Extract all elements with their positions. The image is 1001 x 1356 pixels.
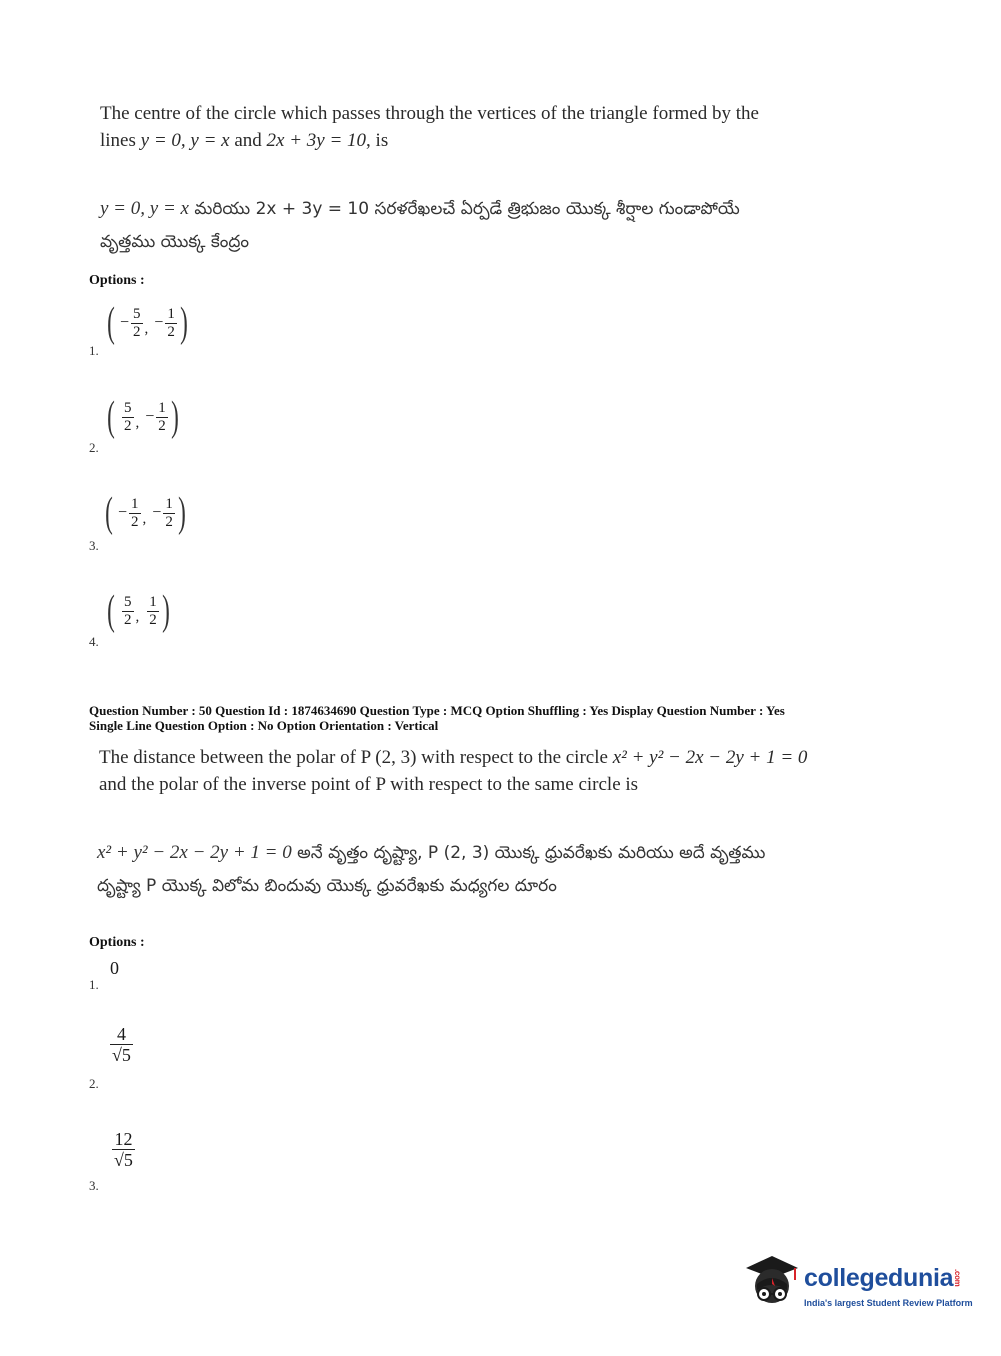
q50-question-english bbox=[99, 744, 919, 798]
q49-telugu-line2: వృత్తము యొక్క కేంద్రం bbox=[100, 232, 249, 252]
q50-meta-line1: Question Number : 50 Question Id : 1874634690 Question Type : MCQ Option Shuffling : Yes Display Question Number : Yes bbox=[89, 703, 785, 718]
q49-option-4-number: 4. bbox=[89, 634, 99, 649]
q50-option-3-number: 3. bbox=[89, 1178, 99, 1193]
q49-option-2-y: $\frac{1}{2}$ bbox=[158, 399, 166, 434]
q50-option-2-number: 2. bbox=[89, 1076, 99, 1091]
q50-metadata bbox=[89, 703, 785, 733]
q49-option-1-y: $\frac{1}{2}$ bbox=[167, 305, 175, 340]
q49-option-3-x: $\frac{1}{2}$ bbox=[131, 495, 139, 530]
q50-english-line1: The distance between the polar of P (2, 3) with respect to the circle x² + y² − 2x − 2y + 1 = 0 bbox=[99, 747, 808, 768]
q49-option-2[interactable]: ( $\frac{5}{2}$ , − $\frac{1}{2}$ ) bbox=[107, 394, 179, 440]
q49-question-english bbox=[100, 100, 900, 154]
q50-options-label: Options : bbox=[89, 935, 145, 950]
q49-option-3-y: $\frac{1}{2}$ bbox=[165, 495, 173, 530]
q49-option-1-x: $\frac{5}{2}$ bbox=[133, 305, 141, 340]
q49-option-2-number: 2. bbox=[89, 440, 99, 455]
mascot-icon bbox=[742, 1250, 804, 1312]
q49-option-4-x: $\frac{5}{2}$ bbox=[124, 593, 132, 628]
collegedunia-logo bbox=[742, 1250, 972, 1320]
q50-english-line2: and the polar of the inverse point of P with respect to the same circle is bbox=[99, 774, 639, 795]
q49-english-line2: lines y = 0, y = x and 2x + 3y = 10, is bbox=[100, 130, 389, 151]
logo-tagline: India's largest Student Review Platform bbox=[804, 1298, 973, 1308]
q49-english-line1: The centre of the circle which passes through the vertices of the triangle formed by the bbox=[100, 103, 759, 124]
q49-option-4[interactable]: ( $\frac{5}{2}$ , $\frac{1}{2}$ ) bbox=[107, 588, 170, 634]
q49-telugu-line1: y = 0, y = x మరియు 2x + 3y = 10 సరళరేఖలచే ఏర్పడే త్రిభుజం యొక్క శీర్షాల గుండాపోయే bbox=[100, 198, 740, 219]
q49-option-3[interactable]: ( − $\frac{1}{2}$ , − $\frac{1}{2}$ ) bbox=[105, 490, 186, 536]
q49-option-4-y: $\frac{1}{2}$ bbox=[149, 593, 157, 628]
q49-question-telugu bbox=[100, 192, 920, 259]
q49-options-label: Options : bbox=[89, 273, 145, 288]
q50-telugu-line1: x² + y² − 2x − 2y + 1 = 0 అనే వృత్తం దృష్ట్యా, P (2, 3) యొక్క ధ్రువరేఖకు మరియు అదే వృత్తము bbox=[97, 842, 766, 863]
q50-option-1[interactable]: 0 bbox=[110, 958, 119, 978]
q49-option-1-number: 1. bbox=[89, 343, 99, 358]
q50-option-3[interactable]: $\frac{12}{√5}$ bbox=[114, 1129, 133, 1170]
q50-telugu-line2: దృష్ట్యా P యొక్క విలోమ బిందువు యొక్క ధ్రువరేఖకు మధ్యగల దూరం bbox=[97, 876, 557, 896]
q49-option-1[interactable]: ( − $\frac{5}{2}$ , − $\frac{1}{2}$ ) bbox=[107, 300, 188, 346]
q50-question-telugu bbox=[97, 836, 927, 903]
q50-meta-line2: Single Line Question Option : No Option Orientation : Vertical bbox=[89, 718, 439, 733]
q49-option-2-x: $\frac{5}{2}$ bbox=[124, 399, 132, 434]
q50-option-1-number: 1. bbox=[89, 977, 99, 992]
q49-option-3-number: 3. bbox=[89, 538, 99, 553]
logo-wordmark: collegedunia.com bbox=[804, 1264, 963, 1292]
q50-option-2[interactable]: $\frac{4}{√5}$ bbox=[112, 1024, 131, 1065]
